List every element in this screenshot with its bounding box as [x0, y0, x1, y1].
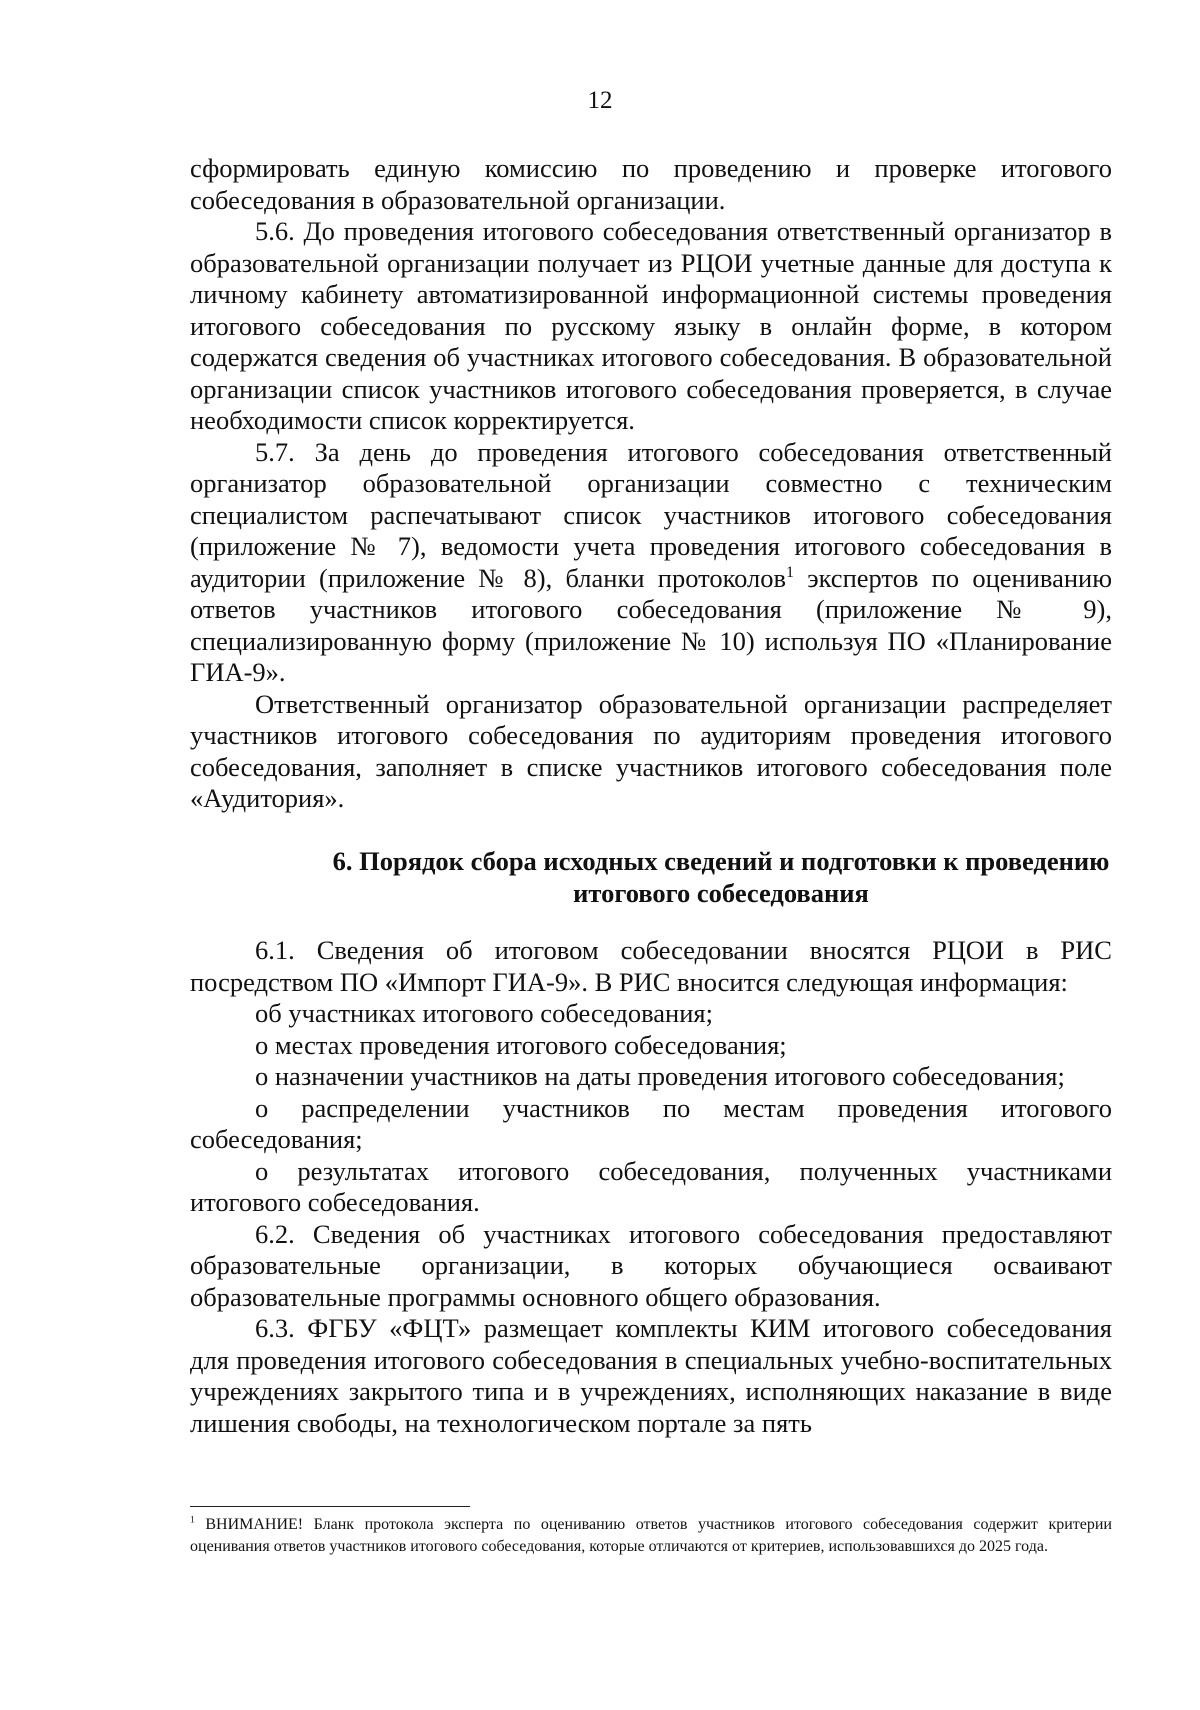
section-heading-line1: 6. Порядок сбора исходных сведений и подготовки к проведению [332, 846, 1110, 876]
footnote-reference: 1 [786, 563, 794, 581]
footnote-separator [190, 1506, 470, 1507]
section-heading [190, 845, 1112, 909]
list-item: о результатах итогового собеседования, полученных участниками итогового собеседования. [190, 1155, 1112, 1217]
list-item: о распределении участников по местам проведения итогового собеседования; [190, 1092, 1112, 1154]
paragraph-auditorium: Ответственный организатор образовательной организации распределяет участников итогового собеседования по аудиториям проведения итогового собеседования, заполняет в списке участников итогового собеседования поле «Аудитория». [190, 688, 1112, 813]
section-heading-line2: итогового собеседования [573, 878, 869, 908]
paragraph-6-2: 6.2. Сведения об участниках итогового собеседования предоставляют образовательные организации, в которых обучающиеся осваивают образовательные программы основного общего образования. [190, 1218, 1112, 1312]
paragraph-5-7 [190, 437, 1112, 689]
list-item: о местах проведения итогового собеседования; [255, 1029, 787, 1060]
paragraph-6-3: 6.3. ФГБУ «ФЦТ» размещает комплекты КИМ итогового собеседования для проведения итогового собеседования в специальных учебно-воспитательных учреждениях закрытого типа и в учреждениях, исполняющих наказание в виде лишения свободы, на технологическом портале за пять [190, 1313, 1112, 1438]
footnote-text: ВНИМАНИЕ! Бланк протокола эксперта по оцениванию ответов участников итогового собеседования содержит критерии оценивания ответов участников итогового собеседования, которые отличаются от критериев, использовавшихся до 2025 года. [190, 1516, 1112, 1555]
paragraph-5-6: 5.6. До проведения итогового собеседования ответственный организатор в образовательной организации получает из РЦОИ учетные данные для доступа к личному кабинету автоматизированной информационной системы проведения итогового собеседования по русскому языку в онлайн форме, в котором содержатся сведения об участниках итогового собеседования. В образовательной организации список участников итогового собеседования проверяется, в случае необходимости список корректируется. [190, 216, 1112, 435]
page-number: 12 [587, 87, 613, 114]
paragraph-continuation: сформировать единую комиссию по проведению и проверке итогового собеседования в образовательной организации. [190, 153, 1112, 215]
footnote-mark: 1 [190, 1514, 195, 1526]
paragraph-6-1: 6.1. Сведения об итоговом собеседовании вносятся РЦОИ в РИС посредством ПО «Импорт ГИА-9». В РИС вносится следующая информация: [190, 935, 1112, 997]
paragraph-5-7-part2: экспертов по оцениванию ответов участников итогового собеседования (приложение № 9), специализированную форму (приложение № 10) используя ПО «Планирование ГИА-9». [190, 562, 1112, 687]
text-block-bottom [190, 935, 1112, 1439]
list-item: об участниках итогового собеседования; [255, 998, 713, 1028]
list-item: о назначении участников на даты проведения итогового собеседования; [255, 1061, 1065, 1091]
paragraph-5-7-part1: 5.7. За день до проведения итогового собеседования ответственный организатор образовательной организации совместно с техническим специалистом распечатывают список участников итогового собеседования (приложение № 7), ведомости учета проведения итогового собеседования в аудитории (приложение № 8), бланки протоколов [190, 436, 1112, 593]
text-block-top [190, 153, 1112, 815]
footnote [190, 1514, 1112, 1558]
